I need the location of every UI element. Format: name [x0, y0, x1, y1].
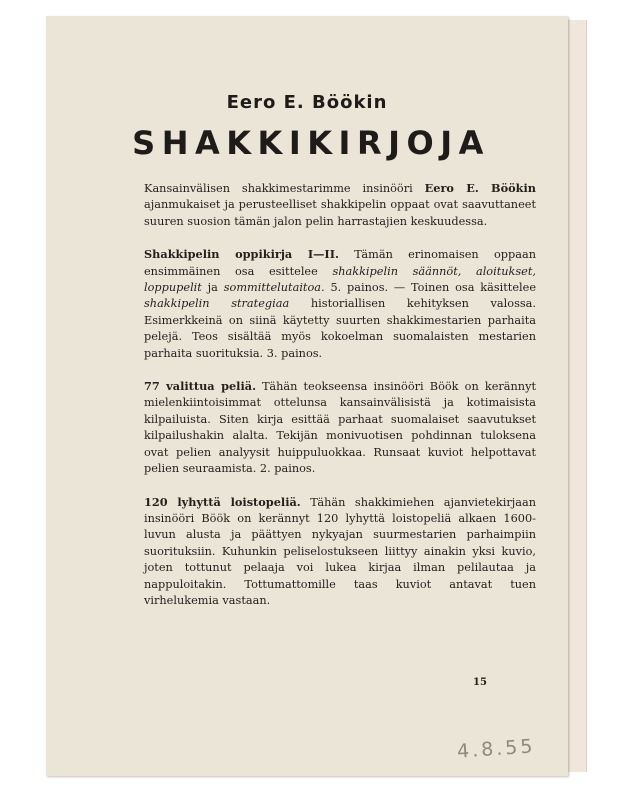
book-entry-oppikirja — [144, 246, 536, 362]
book-entry-120-loistopelia — [144, 494, 536, 610]
intro-text-2: ajanmukaiset ja perusteelliset shakkipelin oppaat ovat saavuttaneet suuren suosion tämän jalon pelin harrastajien keskuudessa. — [144, 198, 536, 228]
book-entry-77-pelia — [144, 378, 536, 477]
handwritten-date: 4.8.55 — [456, 735, 537, 763]
author-heading: Eero E. Böökin — [226, 92, 388, 113]
book-title-oppikirja: Shakkipelin oppikirja I—II. — [144, 247, 339, 262]
book3-text: Tähän shakkimiehen ajanvietekirjaan insinööri Böök on kerännyt 120 lyhyttä loistopeliä alkaen 1600-luvun alusta ja päättyen nykyajan suurmestarien parhaimpiin suorituksiin. Kuhunkin peliselostukseen liittyy ainakin yksi kuvio, joten tottunut pelaaja voi lukea kirjaa ilman pelilautaa ja nappuloitakin. Tottumattomille taas kuviot antavat tuen virhelukemia vastaan. — [144, 495, 536, 607]
book1-text-2: ja — [207, 281, 218, 295]
book-title-77-pelia: 77 valittua peliä. — [144, 379, 257, 394]
book1-text-3: 5. painos. — Toinen osa käsittelee — [330, 281, 537, 295]
book-title-120-loistopelia: 120 lyhyttä loistopeliä. — [144, 494, 301, 509]
intro-text-1: Kansainvälisen shakkimestarimme insinööri — [144, 182, 413, 195]
book1-italic-1: shakkipelin säännöt, aloitukset, loppupelit — [144, 264, 536, 295]
intro-paragraph — [144, 180, 536, 230]
intro-author: Eero E. Böökin — [424, 181, 536, 195]
book1-italic-3: shakkipelin strategiaa — [144, 297, 290, 311]
page-title: SHAKKIKIRJOJA — [132, 124, 490, 162]
book1-italic-2: sommittelutaitoa. — [223, 281, 325, 295]
book2-text: Tähän teokseensa insinööri Böök on kerännyt mielenkiintoisimmat ottelunsa kansainvälisistä ja kotimaisista kilpailuista. Siten kirja esittää parhaat suomalaiset saavutukset kilpailushakin alalta. Tekijän monivuotisen pohdinnan tuloksena ovat pelien analyysit huippuluokkaa. Runsaat kuviot helpottavat pelien seuraamista. 2. painos. — [144, 380, 536, 476]
book1-text-4: historiallisen kehityksen valossa. Esimerkkeinä on siinä käytetty suurten shakkimestarien parhaita pelejä. Teos sisältää myös kokoelman suomalaisten mestarien parhaita suorituksia. 3. painos. — [144, 297, 536, 360]
body-text — [144, 180, 536, 625]
book-page — [46, 16, 568, 776]
book1-text-1: Tämän erinomaisen oppaan ensimmäinen osa esittelee — [144, 248, 536, 278]
page-number: 15 — [473, 677, 487, 688]
